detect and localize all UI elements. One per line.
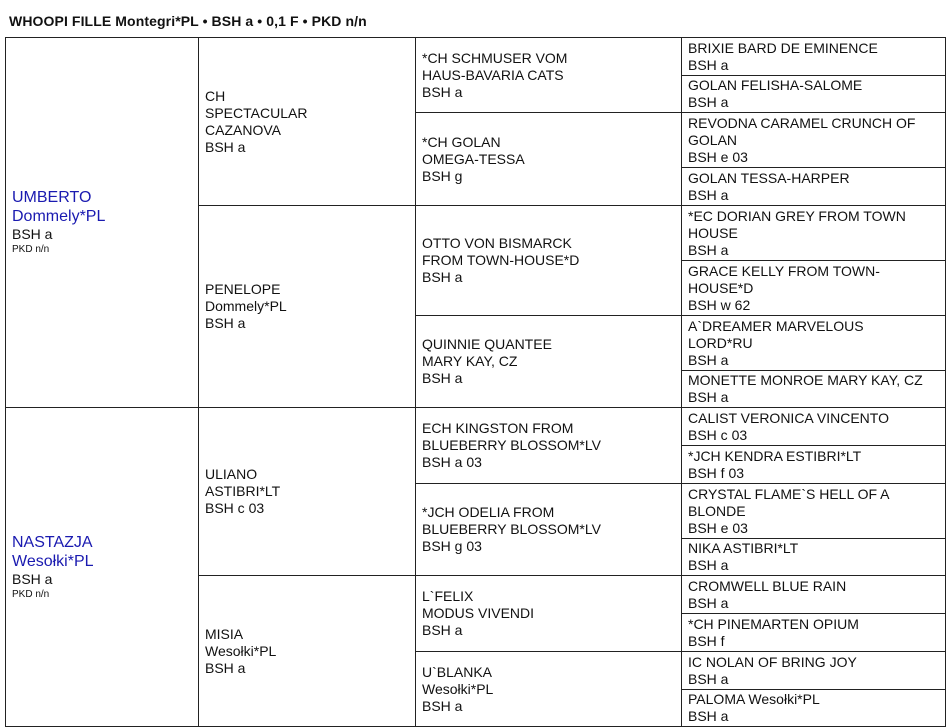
dds-ems: BSH a: [422, 622, 463, 638]
dsd-ems: BSH g 03: [422, 538, 482, 554]
sds-name-line-2: FROM TOWN-HOUSE*D: [422, 252, 580, 268]
dsdd-cell: [682, 539, 946, 576]
sddd-name: MONETTE MONROE MARY KAY, CZ: [688, 372, 923, 388]
sdds-name-line-1: A`DREAMER MARVELOUS: [688, 317, 864, 334]
dsdd-ems: BSH a: [688, 557, 729, 573]
dsds-ems: BSH e 03: [688, 519, 748, 536]
sdss-cell: [682, 206, 946, 261]
ss-name-line-2: SPECTACULAR: [205, 104, 308, 121]
sddd-ems: BSH a: [688, 389, 729, 405]
ddds-cell: [682, 652, 946, 690]
sds-cell: [416, 206, 682, 316]
ddd-cell: [416, 652, 682, 727]
dddd-cell: [682, 690, 946, 727]
sd-name-line-2: Dommely*PL: [205, 298, 287, 314]
ddsd-ems: BSH f: [688, 632, 725, 649]
sss-name-line-1: *CH SCHMUSER VOM: [422, 49, 568, 66]
dsds-cell: [682, 484, 946, 539]
dd-name-line-1: MISIA: [205, 625, 244, 642]
sire-note: PKD n/n: [12, 244, 50, 255]
dssd-cell: [682, 446, 946, 484]
sire-name-line-2: Dommely*PL: [12, 208, 106, 225]
pedigree-table: [5, 37, 946, 727]
ssss-ems: BSH a: [688, 56, 729, 73]
ss-name-line-3: CAZANOVA: [205, 121, 281, 138]
sd-cell: [199, 206, 416, 408]
ds-name-line-2: ASTIBRI*LT: [205, 483, 281, 499]
sds-ems: BSH a: [422, 269, 463, 285]
sdsd-name-line-1: GRACE KELLY FROM TOWN-: [688, 262, 880, 279]
ssdd-name: GOLAN TESSA-HARPER: [688, 169, 850, 186]
sd-ems: BSH a: [205, 315, 246, 331]
dam-note: PKD n/n: [12, 588, 50, 600]
dd-ems: BSH a: [205, 659, 246, 676]
ssds-name-line-1: REVODNA CARAMEL CRUNCH OF: [688, 114, 916, 131]
sire-cell: [6, 38, 199, 408]
sssd-cell: [682, 76, 946, 113]
sssd-ems: BSH a: [688, 94, 729, 110]
sdd-cell: [416, 316, 682, 408]
sdds-name-line-2: LORD*RU: [688, 334, 753, 351]
ddd-ems: BSH a: [422, 697, 463, 714]
dssd-name: *JCH KENDRA ESTIBRI*LT: [688, 447, 862, 464]
dsds-name-line-2: BLONDE: [688, 502, 746, 519]
sdd-name-line-1: QUINNIE QUANTEE: [422, 336, 552, 352]
ssss-cell: [682, 38, 946, 76]
dss-name-line-2: BLUEBERRY BLOSSOM*LV: [422, 437, 601, 453]
sdss-name-line-1: *EC DORIAN GREY FROM TOWN: [688, 207, 906, 224]
dsss-name: CALIST VERONICA VINCENTO: [688, 409, 889, 426]
ddd-name-line-2: Wesołki*PL: [422, 680, 494, 697]
dss-name-line-1: ECH KINGSTON FROM: [422, 420, 574, 436]
sddd-cell: [682, 371, 946, 408]
dsss-ems: BSH c 03: [688, 426, 748, 443]
dds-name-line-1: L`FELIX: [422, 588, 474, 604]
dsdd-name: NIKA ASTIBRI*LT: [688, 540, 799, 556]
sss-name-line-2: HAUS-BAVARIA CATS: [422, 66, 564, 83]
sdds-ems: BSH a: [688, 351, 729, 368]
ssd-cell: [416, 113, 682, 206]
sdd-name-line-2: MARY KAY, CZ: [422, 353, 518, 369]
ddsd-name: *CH PINEMARTEN OPIUM: [688, 615, 859, 632]
ssds-cell: [682, 113, 946, 168]
dd-name-line-2: Wesołki*PL: [205, 642, 277, 659]
sss-ems: BSH a: [422, 83, 463, 100]
ssdd-cell: [682, 168, 946, 206]
ddss-cell: [682, 576, 946, 614]
sdd-ems: BSH a: [422, 370, 463, 386]
dss-ems: BSH a 03: [422, 454, 482, 470]
sssd-name: GOLAN FELISHA-SALOME: [688, 77, 863, 93]
ds-name-line-1: ULIANO: [205, 466, 258, 482]
ddsd-cell: [682, 614, 946, 652]
ssds-name-line-2: GOLAN: [688, 131, 738, 148]
dss-cell: [416, 408, 682, 484]
ds-cell: [199, 408, 416, 576]
dds-cell: [416, 576, 682, 652]
ss-cell: [199, 38, 416, 206]
dam-ems: BSH a: [12, 570, 53, 587]
sire-ems: BSH a: [12, 226, 53, 242]
sdsd-cell: [682, 261, 946, 316]
dsd-name-line-2: BLUEBERRY BLOSSOM*LV: [422, 521, 601, 537]
sd-name-line-1: PENELOPE: [205, 281, 281, 297]
ddd-name-line-1: U`BLANKA: [422, 663, 493, 680]
sds-name-line-1: OTTO VON BISMARCK: [422, 235, 572, 251]
dds-name-line-2: MODUS VIVENDI: [422, 605, 535, 621]
sire-name-line-1: UMBERTO: [12, 189, 92, 206]
dddd-ems: BSH a: [688, 708, 729, 724]
ssss-name: BRIXIE BARD DE EMINENCE: [688, 39, 878, 56]
ddss-name: CROMWELL BLUE RAIN: [688, 577, 847, 594]
sss-cell: [416, 38, 682, 113]
dsds-name-line-1: CRYSTAL FLAME`S HELL OF A: [688, 485, 890, 502]
dam-name-line-2: Wesołki*PL: [12, 552, 94, 570]
sdds-cell: [682, 316, 946, 371]
dddd-name: PALOMA Wesołki*PL: [688, 691, 820, 707]
dam-cell: [6, 408, 199, 727]
dsd-name-line-1: *JCH ODELIA FROM: [422, 504, 555, 520]
ds-ems: BSH c 03: [205, 500, 265, 516]
sdss-ems: BSH a: [688, 241, 729, 258]
dsss-cell: [682, 408, 946, 446]
ddds-name: IC NOLAN OF BRING JOY: [688, 653, 857, 670]
ssdd-ems: BSH a: [688, 186, 729, 203]
pedigree-title: WHOOPI FILLE Montegri*PL • BSH a • 0,1 F • PKD n/n: [9, 13, 367, 29]
ssds-ems: BSH e 03: [688, 148, 748, 165]
ssd-name-line-1: *CH GOLAN: [422, 133, 501, 150]
dsd-cell: [416, 484, 682, 576]
sdss-name-line-2: HOUSE: [688, 224, 738, 241]
ssd-ems: BSH g: [422, 167, 463, 184]
ssd-name-line-2: OMEGA-TESSA: [422, 150, 525, 167]
sdsd-ems: BSH w 62: [688, 296, 751, 313]
dd-cell: [199, 576, 416, 727]
dssd-ems: BSH f 03: [688, 464, 745, 481]
ddss-ems: BSH a: [688, 594, 729, 611]
ss-name-line-1: CH: [205, 87, 226, 104]
sdsd-name-line-2: HOUSE*D: [688, 279, 754, 296]
ddds-ems: BSH a: [688, 670, 729, 687]
dam-name-line-1: NASTAZJA: [12, 533, 93, 551]
ss-ems: BSH a: [205, 138, 246, 155]
